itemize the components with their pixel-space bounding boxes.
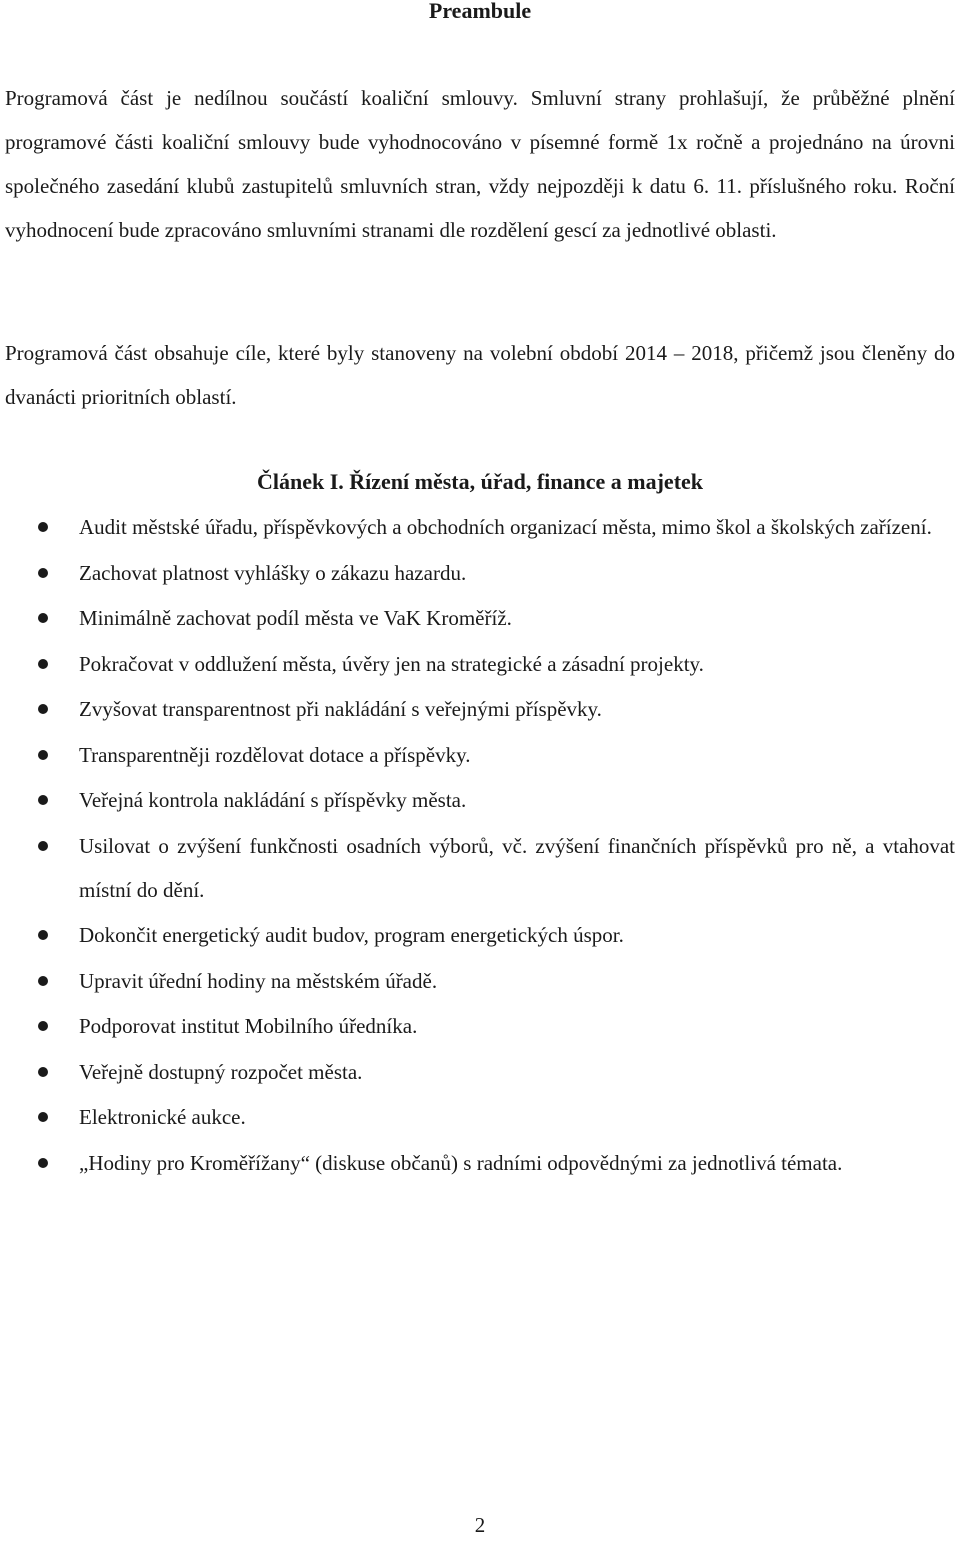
list-item-text: Podporovat institut Mobilního úředníka.	[79, 1014, 418, 1038]
list-item	[0, 1141, 960, 1185]
bullet-dot-icon	[38, 1021, 48, 1031]
list-item-text: Veřejná kontrola nakládání s příspěvky města.	[79, 788, 467, 812]
page-title: Preambule	[428, 0, 532, 23]
list-item-text: Veřejně dostupný rozpočet města.	[79, 1059, 363, 1084]
bullet-dot-icon	[38, 613, 48, 623]
list-item-text: Zvyšovat transparentnost při nakládání s veřejnými příspěvky.	[79, 697, 602, 721]
list-item-text: Pokračovat v oddlužení města, úvěry jen na strategické a zásadní projekty.	[79, 651, 704, 676]
bullet-dot-icon	[38, 1158, 48, 1168]
paragraph-preamble-2: Programová část obsahuje cíle, které byly stanoveny na volební období 2014 – 2018, přičemž jsou členěny do dvanácti prioritních oblastí.	[5, 341, 955, 409]
bullet-dot-icon	[38, 976, 48, 986]
article-heading: Článek I. Řízení města, úřad, finance a majetek	[256, 469, 704, 494]
list-item-text: Elektronické aukce.	[79, 1105, 246, 1129]
paragraph-preamble-1: Programová část je nedílnou součástí koaliční smlouvy. Smluvní strany prohlašují, že průběžné plnění programové části koaliční smlouvy bude vyhodnocováno v písemné formě 1x ročně a projednáno na úrovni společného zasedání klubů zastupitelů smluvních stran, vždy nejpozději k datu 6. 11. příslušného roku. Roční vyhodnocení bude zpracováno smluvními stranami dle rozdělení gescí za jednotlivé oblasti.	[5, 86, 955, 242]
list-item	[0, 551, 960, 595]
list-item	[0, 913, 960, 957]
list-item	[0, 505, 960, 549]
list-item-text: Upravit úřední hodiny na městském úřadě.	[79, 968, 438, 993]
bullet-dot-icon	[38, 750, 48, 760]
bullet-dot-icon	[38, 795, 48, 805]
list-item	[0, 596, 960, 640]
list-item-text: Zachovat platnost vyhlášky o zákazu hazardu.	[79, 560, 467, 585]
list-item-text: Audit městské úřadu, příspěvkových a obchodních organizací města, mimo škol a školských zařízení.	[79, 515, 932, 539]
bullet-dot-icon	[38, 568, 48, 578]
list-item-text: „Hodiny pro Kroměřížany“ (diskuse občanů) s radními odpovědnými za jednotlivá témata.	[79, 1150, 843, 1175]
list-item-text: Usilovat o zvýšení funkčnosti osadních výborů, vč. zvýšení finančních příspěvků pro ně, a vtahovat místní do dění.	[79, 833, 955, 902]
bullet-dot-icon	[38, 841, 48, 851]
bullet-dot-icon	[38, 522, 48, 532]
list-item	[0, 687, 960, 731]
list-item	[0, 959, 960, 1003]
list-item	[0, 778, 960, 822]
bullet-dot-icon	[38, 1112, 48, 1122]
list-item	[0, 1050, 960, 1094]
list-item-text: Transparentněji rozdělovat dotace a příspěvky.	[79, 742, 471, 767]
list-item	[0, 824, 960, 912]
list-item	[0, 642, 960, 686]
bullet-dot-icon	[38, 704, 48, 714]
list-item-text: Minimálně zachovat podíl města ve VaK Kroměříž.	[79, 606, 512, 630]
article-item-list	[0, 505, 960, 1186]
list-item	[0, 733, 960, 777]
bullet-dot-icon	[38, 659, 48, 669]
list-item-text: Dokončit energetický audit budov, program energetických úspor.	[79, 923, 624, 947]
page-number: 2	[474, 1513, 486, 1537]
bullet-dot-icon	[38, 1067, 48, 1077]
bullet-dot-icon	[38, 930, 48, 940]
list-item	[0, 1004, 960, 1048]
list-item	[0, 1095, 960, 1139]
